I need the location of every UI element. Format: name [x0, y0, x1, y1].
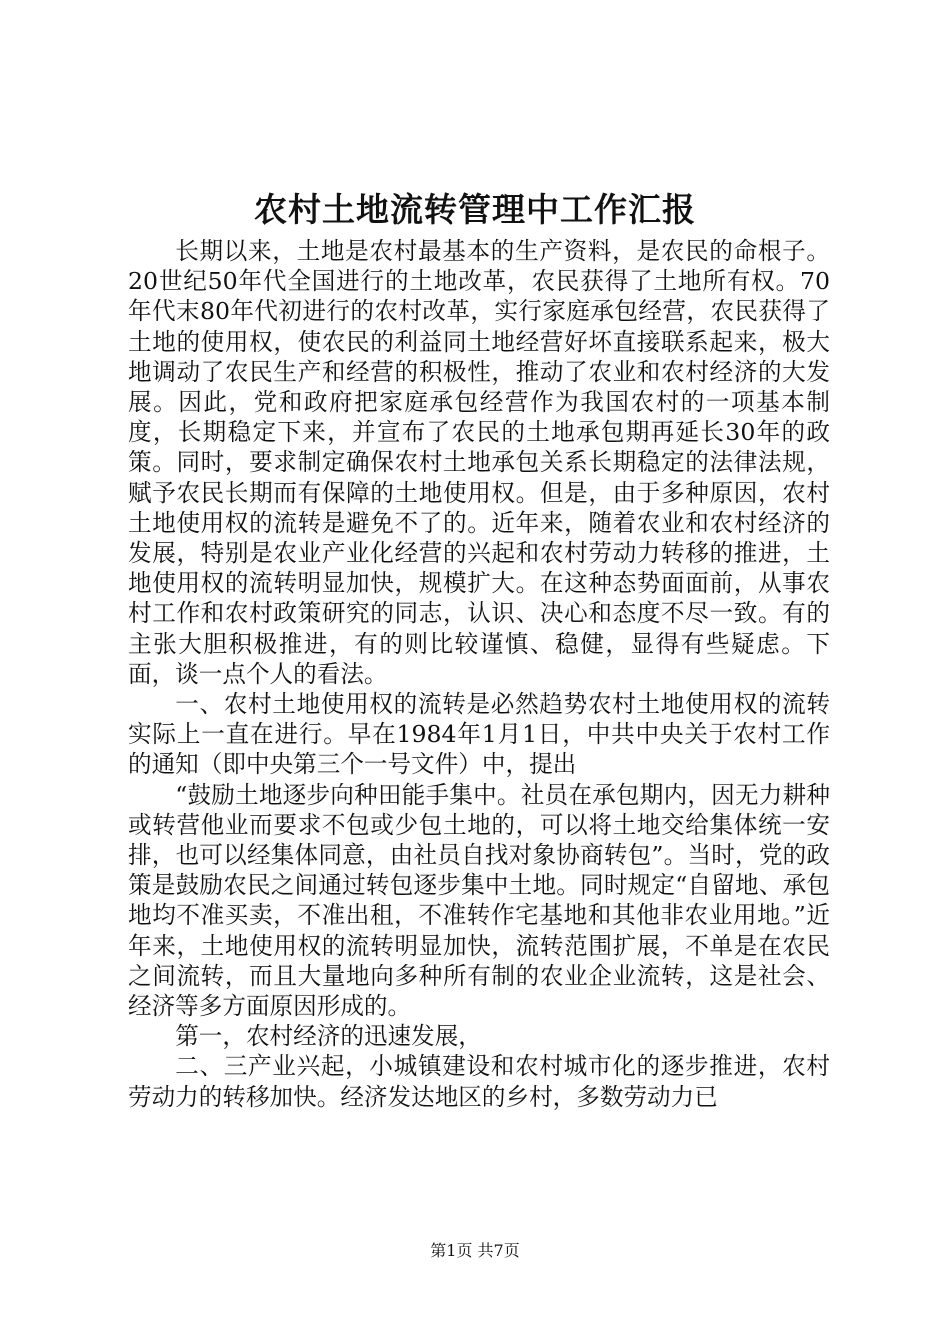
document-title: 农村土地流转管理中工作汇报 [254, 190, 696, 229]
paragraph-5: 二、三产业兴起，小城镇建设和农村城市化的逐步推进，农村劳动力的转移加快。经济发达地区的乡村，多数劳动力已 [128, 1052, 830, 1111]
page-footer: 第1页 共7页 [430, 1241, 520, 1260]
document-body [128, 236, 830, 1112]
paragraph-1: 长期以来，土地是农村最基本的生产资料，是农民的命根子。20世纪50年代全国进行的土地改革，农民获得了土地所有权。70年代末80年代初进行的农村改革，实行家庭承包经营，农民获得了土地的使用权，使农民的利益同土地经营好坏直接联系起来，极大地调动了农民生产和经营的积极性，推动了农业和农村经济的大发展。因此，党和政府把家庭承包经营作为我国农村的一项基本制度，长期稳定下来，并宣布了农民的土地承包期再延长30年的政策。同时，要求制定确保农村土地承包关系长期稳定的法律法规，赋予农民长期而有保障的土地使用权。但是，由于多种原因，农村土地使用权的流转是避免不了的。近年来，随着农业和农村经济的发展，特别是农业产业化经营的兴起和农村劳动力转移的推进，土地使用权的流转明显加快，规模扩大。在这种态势面面前，从事农村工作和农村政策研究的同志，认识、决心和态度不尽一致。有的主张大胆积极推进，有的则比较谨慎、稳健，显得有些疑虑。下面，谈一点个人的看法。 [128, 237, 830, 688]
paragraph-3: “鼓励土地逐步向种田能手集中。社员在承包期内，因无力耕种或转营他业而要求不包或少包土地的，可以将土地交给集体统一安排，也可以经集体同意，由社员自找对象协商转包”。当时，党的政策是鼓励农民之间通过转包逐步集中土地。同时规定“自留地、承包地均不准买卖，不准出租，不准转作宅基地和其他非农业用地。”近年来，土地使用权的流转明显加快，流转范围扩展，不单是在农民之间流转，而且大量地向多种所有制的农业企业流转，这是社会、经济等多方面原因形成的。 [128, 780, 830, 1021]
paragraph-4: 第一，农村经济的迅速发展， [175, 1022, 482, 1051]
paragraph-2: 一、农村土地使用权的流转是必然趋势农村土地使用权的流转实际上一直在进行。早在1984年1月1日，中共中央关于农村工作的通知（即中央第三个一号文件）中，提出 [128, 690, 830, 779]
